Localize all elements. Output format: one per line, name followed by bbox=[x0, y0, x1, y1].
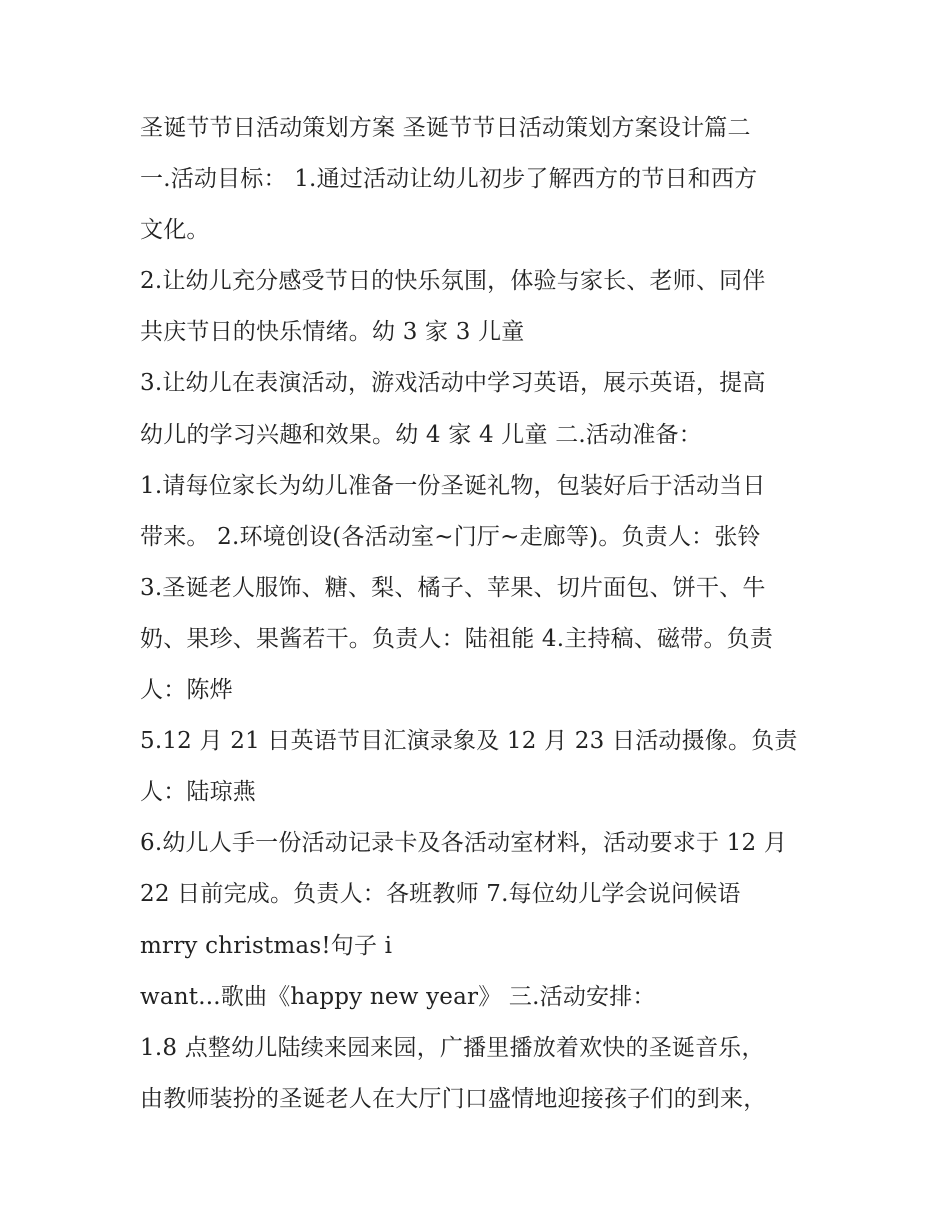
text-line: want...歌曲《happy new year》 三.活动安排： bbox=[140, 983, 656, 1010]
text-line: 5.12 月 21 日英语节目汇演录象及 12 月 23 日活动摄像。负责 bbox=[140, 728, 798, 755]
text-line: 6.幼儿人手一份活动记录卡及各活动室材料，活动要求于 12 月 bbox=[140, 830, 788, 857]
text-line: 2.让幼儿充分感受节日的快乐氛围，体验与家长、老师、同伴 bbox=[140, 268, 766, 295]
document-body bbox=[140, 103, 820, 1125]
text-line: 人：陈烨 bbox=[140, 677, 233, 704]
text-line: 1.8 点整幼儿陆续来园来园，广播里播放着欢快的圣诞音乐， bbox=[140, 1034, 765, 1061]
text-line: 3.圣诞老人服饰、糖、梨、橘子、苹果、切片面包、饼干、牛 bbox=[140, 574, 766, 601]
text-line: 共庆节日的快乐情绪。幼 3 家 3 儿童 bbox=[140, 319, 525, 346]
text-line: 一.活动目标： 1.通过活动让幼儿初步了解西方的节日和西方 bbox=[140, 166, 758, 193]
text-line: 22 日前完成。负责人：各班教师 7.每位幼儿学会说问候语 bbox=[140, 881, 741, 908]
text-line: 幼儿的学习兴趣和效果。幼 4 家 4 儿童 二.活动准备： bbox=[140, 421, 702, 448]
text-line: 圣诞节节日活动策划方案 圣诞节节日活动策划方案设计篇二 bbox=[140, 115, 751, 141]
text-line: mrry christmas!句子 i bbox=[140, 932, 393, 959]
text-line: 人：陆琼燕 bbox=[140, 779, 256, 806]
text-line: 带来。 2.环境创设(各活动室~门厅~走廊等)。负责人：张铃 bbox=[140, 523, 761, 550]
text-line: 由教师装扮的圣诞老人在大厅门口盛情地迎接孩子们的到来， bbox=[140, 1085, 767, 1112]
text-line: 文化。 bbox=[140, 217, 210, 244]
text-line: 3.让幼儿在表演活动，游戏活动中学习英语，展示英语，提高 bbox=[140, 370, 766, 397]
text-line: 奶、果珍、果酱若干。负责人：陆祖能 4.主持稿、磁带。负责 bbox=[140, 625, 774, 652]
text-line: 1.请每位家长为幼儿准备一份圣诞礼物，包装好后于活动当日 bbox=[140, 472, 766, 499]
